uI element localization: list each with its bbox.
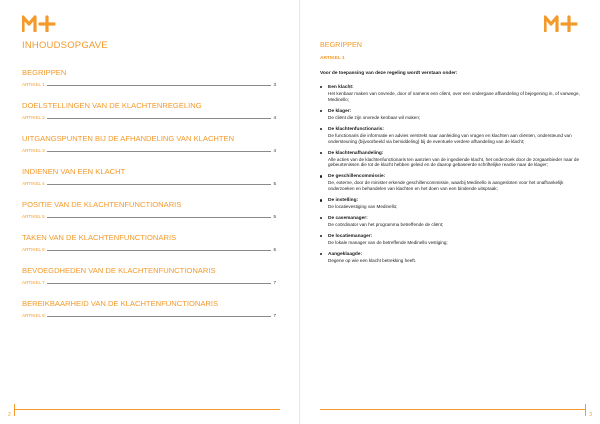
definition-description: Alle acties van de klachtenfunctionaris ten aanzien van de ingediende klacht, het onderzoek door de zorgaanbieder naar de gebeurtenissen die tot de klacht hebben geleid en de daarop gebaseerde schriftelijke reactie naar de klager;: [328, 156, 580, 168]
definition-description: De, externe, door de minister erkende geschillencommissie, waarbij Medinello is aangesloten voor het onafhankelijk onderzoeken en behandelen van klachten en het doen van een bindende uitspraak;: [328, 180, 564, 192]
toc-heading[interactable]: DOELSTELLINGEN VAN DE KLACHTENREGELING: [22, 101, 202, 110]
definition-item: [320, 174, 582, 192]
toc-heading[interactable]: UITGANGSPUNTEN BIJ DE AFHANDELING VAN KLACHTEN: [22, 134, 235, 143]
page-number: 3: [589, 412, 592, 418]
toc-leader-line: [47, 217, 272, 218]
toc-leader-line: [47, 184, 272, 185]
toc-page-number: 7: [273, 280, 276, 285]
definition-item: [320, 252, 582, 264]
toc-heading[interactable]: TAKEN VAN DE KLACHTENFUNCTIONARIS: [22, 233, 177, 242]
toc-article-label: ARTIKEL 4: [22, 181, 45, 186]
toc-leader-line: [47, 151, 272, 152]
toc-heading[interactable]: POSITIE VAN DE KLACHTENFUNCTIONARIS: [22, 200, 182, 209]
definition-item: [320, 127, 582, 145]
definition-item: [320, 85, 582, 103]
bottom-tick: [585, 404, 586, 416]
toc-entry[interactable]: [22, 280, 276, 285]
toc-entry[interactable]: [22, 313, 276, 318]
toc-heading[interactable]: BEREIKBAARHEID VAN DE KLACHTENFUNCTIONARIS: [22, 299, 219, 308]
toc-heading[interactable]: BEGRIPPEN: [22, 68, 67, 77]
definition-term: De klachtenfunctionaris:: [328, 126, 384, 132]
bullet-icon: [320, 235, 322, 237]
definition-list: [320, 85, 582, 270]
m-plus-logo-icon: [544, 14, 578, 32]
toc-section: [22, 68, 276, 87]
toc-page-number: 6: [273, 247, 276, 252]
definition-item: [320, 216, 582, 228]
toc-section: [22, 200, 276, 219]
definition-term: De klachtenafhandeling:: [328, 150, 384, 156]
bullet-icon: [320, 175, 322, 177]
definition-term: Een klacht:: [328, 85, 354, 90]
toc-entry[interactable]: [22, 82, 276, 87]
definition-description: De cliënt die zijn onvrede kenbaar wil maken;: [328, 114, 421, 120]
definition-item: [320, 234, 582, 246]
toc-page-number: 4: [273, 115, 276, 120]
toc-heading[interactable]: BEVOEGDHEDEN VAN DE KLACHTENFUNCTIONARIS: [22, 266, 216, 275]
bullet-icon: [320, 86, 322, 88]
definition-term: De geschillencommissie:: [328, 174, 386, 180]
toc-page-number: 5: [273, 214, 276, 219]
toc-heading[interactable]: INDIENEN VAN EEN KLACHT: [22, 167, 126, 176]
toc-section: [22, 299, 276, 318]
bullet-icon: [320, 253, 322, 255]
section-title: BEGRIPPEN: [320, 40, 362, 49]
m-plus-logo-icon: [22, 14, 56, 32]
bottom-rule: [320, 409, 586, 410]
toc-article-label: ARTIKEL 7: [22, 280, 45, 285]
toc-title: INHOUDSOPGAVE: [22, 40, 108, 51]
bullet-icon: [320, 110, 322, 112]
toc-article-label: ARTIKEL 1: [22, 82, 45, 87]
bullet-icon: [320, 199, 322, 201]
intro-text: Voor de toepassing van deze regeling wordt verstaan onder:: [320, 71, 458, 76]
toc-section: [22, 134, 276, 153]
definition-description: De coördinator van het programma betreffende de cliënt;: [328, 222, 444, 228]
definition-term: De instelling:: [328, 198, 359, 204]
toc-leader-line: [47, 85, 272, 86]
right-page: [300, 0, 600, 424]
definition-term: De locatiemanager:: [328, 233, 373, 239]
toc-entry[interactable]: [22, 247, 276, 252]
table-of-contents: [22, 68, 276, 332]
toc-leader-line: [47, 283, 272, 284]
toc-article-label: ARTIKEL 8: [22, 313, 45, 318]
toc-entry[interactable]: [22, 115, 276, 120]
definition-description: Het kenbaar maken van onvrede, door of namens een cliënt, over een ondergane afhandeling of bejegening in, of vanwege, Medinello;: [328, 91, 580, 102]
toc-page-number: 7: [273, 313, 276, 318]
definition-item: [320, 151, 582, 169]
toc-article-label: ARTIKEL 6: [22, 247, 45, 252]
article-label: ARTIKEL 1: [320, 56, 345, 61]
toc-section: [22, 101, 276, 120]
toc-section: [22, 266, 276, 285]
bullet-icon: [320, 128, 322, 130]
toc-entry[interactable]: [22, 214, 276, 219]
bottom-tick: [14, 404, 15, 416]
definition-term: De casemanager:: [328, 216, 368, 222]
definition-term: Aangeklaagde:: [328, 251, 363, 257]
toc-page-number: 3: [273, 82, 276, 87]
definition-description: De locatievestiging van Medinello;: [328, 204, 398, 210]
toc-article-label: ARTIKEL 2: [22, 115, 45, 120]
definition-description: De functionaris die informatie en advies verstrekt naar aanleiding van vragen en klachten aan cliënten, ondersteund van ondersteuning (bijvoorbeeld via bemiddeling) bij de eventuele verdere afhandeling van de klacht;: [328, 132, 572, 144]
definition-item: [320, 109, 582, 121]
toc-entry[interactable]: [22, 148, 276, 153]
definition-item: [320, 198, 582, 210]
bullet-icon: [320, 152, 322, 154]
definition-term: De klager:: [328, 108, 352, 114]
bullet-icon: [320, 217, 322, 219]
toc-leader-line: [47, 250, 272, 251]
definition-description: De lokale manager van de betreffende Medinello vestiging;: [328, 239, 448, 245]
page-number: 2: [8, 412, 11, 418]
toc-leader-line: [47, 316, 272, 317]
toc-article-label: ARTIKEL 5: [22, 214, 45, 219]
toc-leader-line: [47, 118, 272, 119]
toc-entry[interactable]: [22, 181, 276, 186]
toc-section: [22, 233, 276, 252]
toc-page-number: 5: [273, 181, 276, 186]
toc-page-number: 4: [273, 148, 276, 153]
definition-description: Degene op wie een klacht betrekking heeft.: [328, 257, 417, 263]
toc-section: [22, 167, 276, 186]
bottom-rule: [14, 409, 280, 410]
toc-article-label: ARTIKEL 3: [22, 148, 45, 153]
